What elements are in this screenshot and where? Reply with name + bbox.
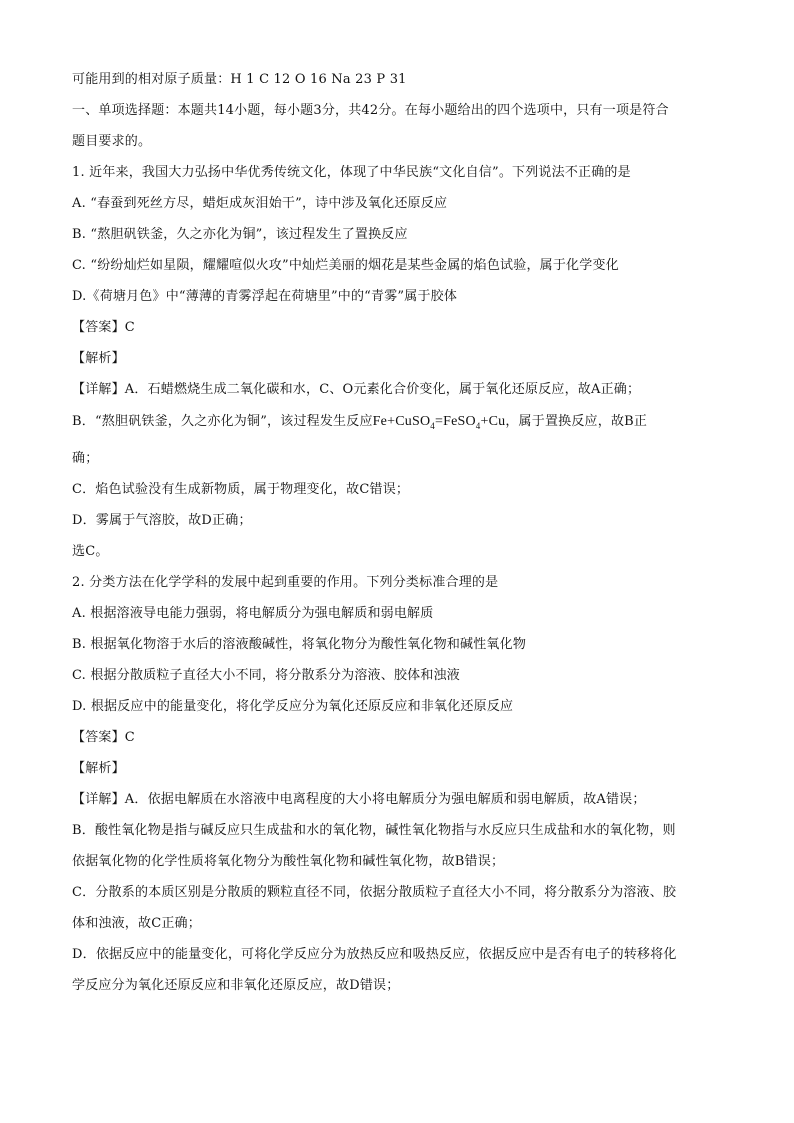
question-2-answer: 【答案】C — [72, 729, 135, 745]
question-2-detail-c-line-2: 体和浊液，故C正确； — [72, 915, 201, 931]
question-1-detail-d: D．雾属于气溶胶，故D正确； — [72, 512, 252, 528]
question-1-option-c: C. “纷纷灿烂如星陨，耀耀喧似火攻”中灿烂美丽的烟花是某些金属的焰色试验，属于化学变化 — [72, 258, 619, 273]
question-1-detail-b — [72, 405, 724, 443]
question-1-option-b: B. “熬胆矾铁釜，久之亦化为铜”，该过程发生了置换反应 — [72, 227, 408, 242]
question-1-conclusion: 选C。 — [72, 543, 109, 559]
question-1-option-a: A. “春蚕到死丝方尽，蜡炬成灰泪始干”，诗中涉及氧化还原反应 — [72, 196, 448, 211]
question-2-detail-d-line-1: D．依据反应中的能量变化，可将化学反应分为放热反应和吸热反应，依据反应中是否有电子的转移将化 — [72, 946, 677, 962]
question-2-stem: 2. 分类方法在化学学科的发展中起到重要的作用。下列分类标准合理的是 — [72, 574, 499, 590]
question-2-detail-a: 【详解】A．依据电解质在水溶液中电离程度的大小将电解质分为强电解质和弱电解质，故A错误； — [72, 791, 646, 807]
question-1-detail-b-continued: 确； — [72, 450, 99, 466]
reaction-equation — [373, 414, 506, 429]
question-1-answer: 【答案】C — [72, 320, 135, 335]
question-1-detail-c: C．焰色试验没有生成新物质，属于物理变化，故C错误； — [72, 481, 410, 497]
question-2-detail-c-line-1: C．分散系的本质区别是分散质的颗粒直径不同，依据分散质粒子直径大小不同，将分散系分为溶液、胶 — [72, 884, 677, 900]
document-page — [72, 64, 724, 1001]
question-2-option-a: A. 根据溶液导电能力强弱，将电解质分为强电解质和弱电解质 — [72, 605, 434, 621]
question-2-option-c: C. 根据分散质粒子直径大小不同，将分散系分为溶液、胶体和浊液 — [72, 667, 460, 683]
detail-b-suffix: ，属于置换反应，故B正 — [505, 414, 648, 429]
question-2-detail-b-line-2: 依据氧化物的化学性质将氧化物分为酸性氧化物和碱性氧化物，故B错误； — [72, 853, 505, 869]
question-2-option-b: B. 根据氧化物溶于水后的溶液酸碱性，将氧化物分为酸性氧化物和碱性氧化物 — [72, 636, 527, 652]
question-1-stem: 1. 近年来，我国大力弘扬中华优秀传统文化，体现了中华民族“文化自信”。下列说法不正确的是 — [72, 165, 631, 180]
question-2-detail-d-line-2: 学反应分为氧化还原反应和非氧化还原反应，故D错误； — [72, 977, 400, 993]
section-title-line-1: 一、单项选择题：本题共14小题，每小题3分，共42分。在每小题给出的四个选项中，只有一项是符合 — [72, 103, 669, 118]
reaction-equation-text: Fe+CuSO$_4$=FeSO$_4$+Cu — [372, 414, 506, 431]
question-1-detail-a: 【详解】A．石蜡燃烧生成二氧化碳和水，C、O元素化合价变化，属于氧化还原反应，故A正确； — [72, 382, 641, 397]
detail-b-prefix: B．“熬胆矾铁釜，久之亦化为铜”，该过程发生反应 — [72, 414, 373, 429]
section-title-line-2: 题目要求的。 — [72, 134, 152, 149]
question-2-option-d: D. 根据反应中的能量变化，将化学反应分为氧化还原反应和非氧化还原反应 — [72, 698, 514, 714]
question-2-analysis-label: 【解析】 — [72, 760, 125, 776]
question-1-analysis-label: 【解析】 — [72, 351, 125, 366]
atomic-masses-line: 可能用到的相对原子质量：H 1 C 12 O 16 Na 23 P 31 — [72, 72, 407, 87]
question-2-detail-b-line-1: B．酸性氧化物是指与碱反应只生成盐和水的氧化物，碱性氧化物指与水反应只生成盐和水的氧化物，则 — [72, 822, 676, 838]
question-1-option-d: D.《荷塘月色》中“薄薄的青雾浮起在荷塘里”中的“青雾”属于胶体 — [72, 289, 458, 304]
